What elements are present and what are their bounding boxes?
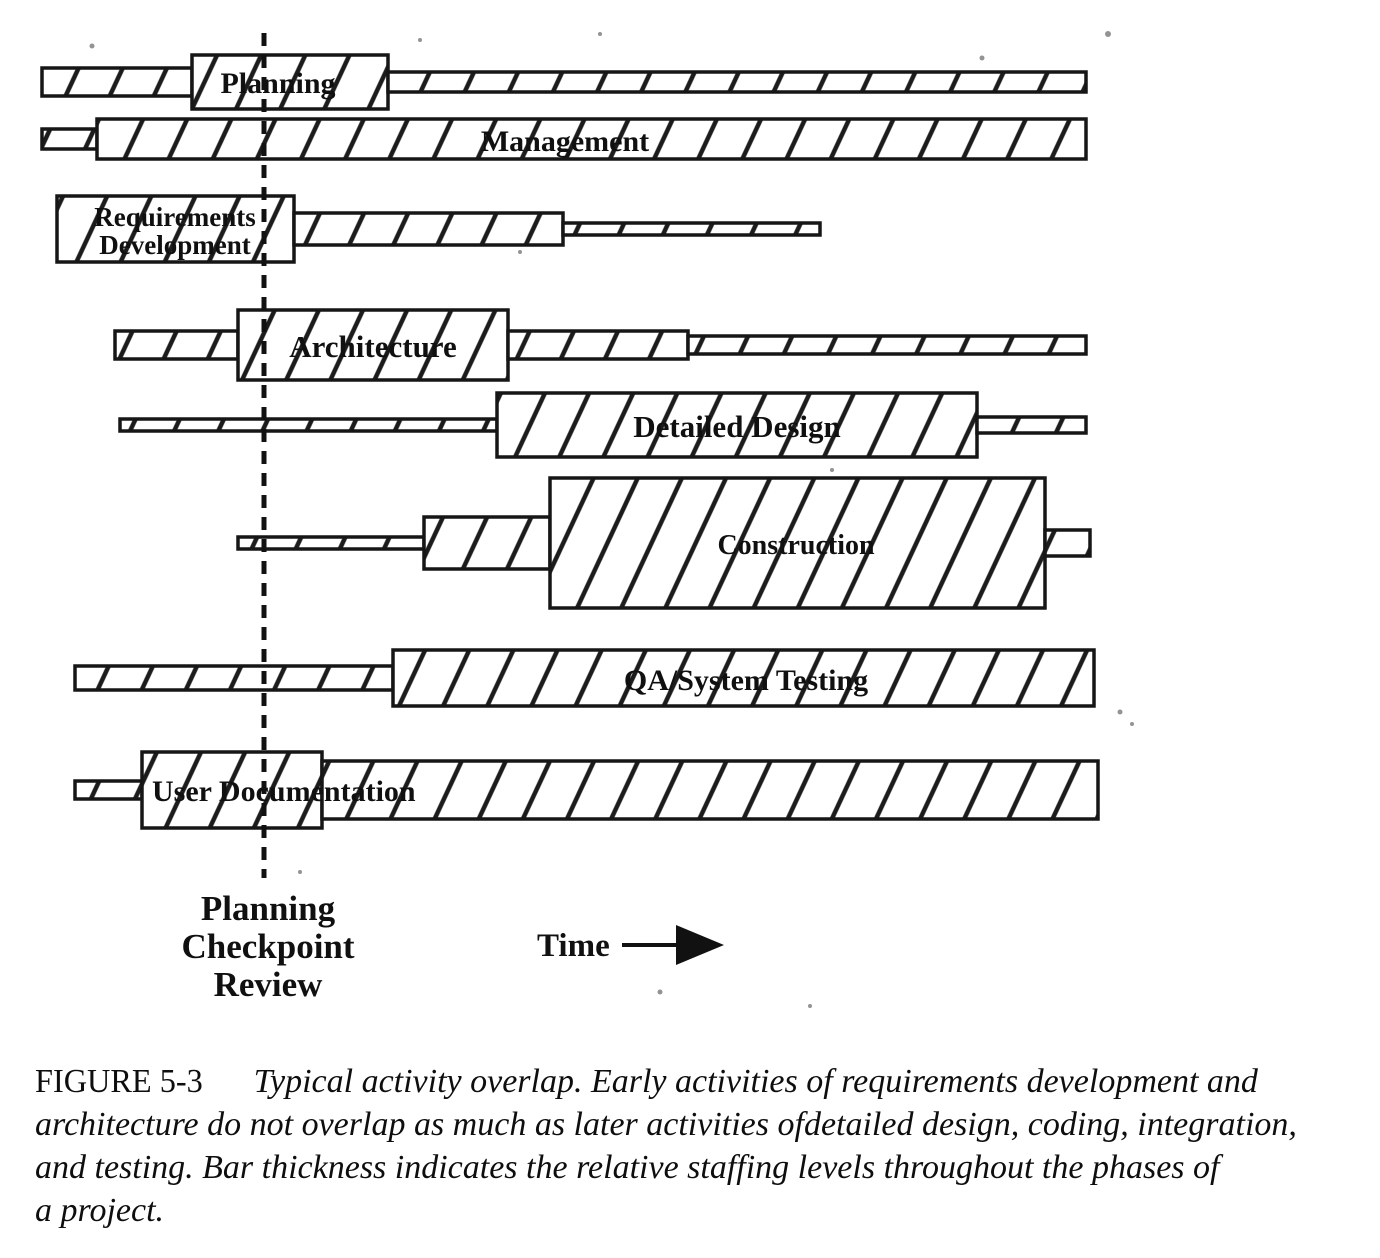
activity-bar-segment bbox=[508, 331, 688, 359]
caption-text: Typical activity overlap. Early activities of requirements development and bbox=[253, 1063, 1258, 1100]
activity-label-management: Management bbox=[480, 125, 650, 158]
activity-bar-segment bbox=[75, 666, 393, 690]
figure-number: FIGURE 5-3 bbox=[35, 1063, 203, 1100]
caption-line-2: architecture do not overlap as much as later activities ofdetailed design, coding, integration, bbox=[35, 1106, 1297, 1143]
caption-line-4: a project. bbox=[35, 1192, 165, 1229]
activity-bar-segment bbox=[120, 419, 497, 431]
caption-line-1 bbox=[35, 1060, 1365, 1103]
activity-bar-segment bbox=[1045, 530, 1090, 556]
time-label: Time bbox=[537, 928, 610, 964]
figure-caption bbox=[35, 1060, 1365, 1232]
activity-bar-segment bbox=[424, 517, 550, 569]
activity-label-architecture: Architecture bbox=[289, 329, 457, 364]
activity-user-documentation bbox=[75, 752, 1098, 828]
activity-bar-segment bbox=[42, 68, 192, 96]
activity-bar-segment bbox=[388, 72, 1086, 92]
planning-checkpoint-review-label: Planning Checkpoint Review bbox=[181, 889, 355, 1004]
activity-label-qa-system-testing: QA/System Testing bbox=[623, 664, 869, 697]
activity-label-user-documentation: User Documentation bbox=[152, 775, 416, 808]
activity-label-planning: Planning bbox=[220, 67, 336, 100]
activity-bar-segment bbox=[294, 213, 563, 245]
activity-label-requirements-development: Requirements Development bbox=[94, 202, 256, 260]
activity-bar-segment bbox=[322, 761, 1098, 819]
caption-line-3: and testing. Bar thickness indicates the relative staffing levels throughout the phases of bbox=[35, 1149, 1220, 1186]
activity-bars bbox=[42, 55, 1098, 828]
activity-architecture bbox=[115, 310, 1086, 380]
activity-bar-segment bbox=[115, 331, 238, 359]
activity-qa-system-testing bbox=[75, 650, 1094, 706]
activity-bar-segment bbox=[42, 129, 97, 149]
activity-bar-segment bbox=[75, 781, 142, 799]
activity-label-detailed-design: Detailed Design bbox=[633, 409, 841, 444]
activity-label-construction: Construction bbox=[717, 530, 875, 561]
activity-bar-segment bbox=[977, 417, 1086, 433]
activity-requirements-development bbox=[57, 196, 820, 262]
activity-bar-segment bbox=[688, 336, 1086, 354]
activity-detailed-design bbox=[120, 393, 1086, 457]
activity-management bbox=[42, 119, 1086, 159]
activity-planning bbox=[42, 55, 1086, 109]
activity-bar-segment bbox=[563, 223, 820, 235]
activity-construction bbox=[238, 478, 1090, 608]
